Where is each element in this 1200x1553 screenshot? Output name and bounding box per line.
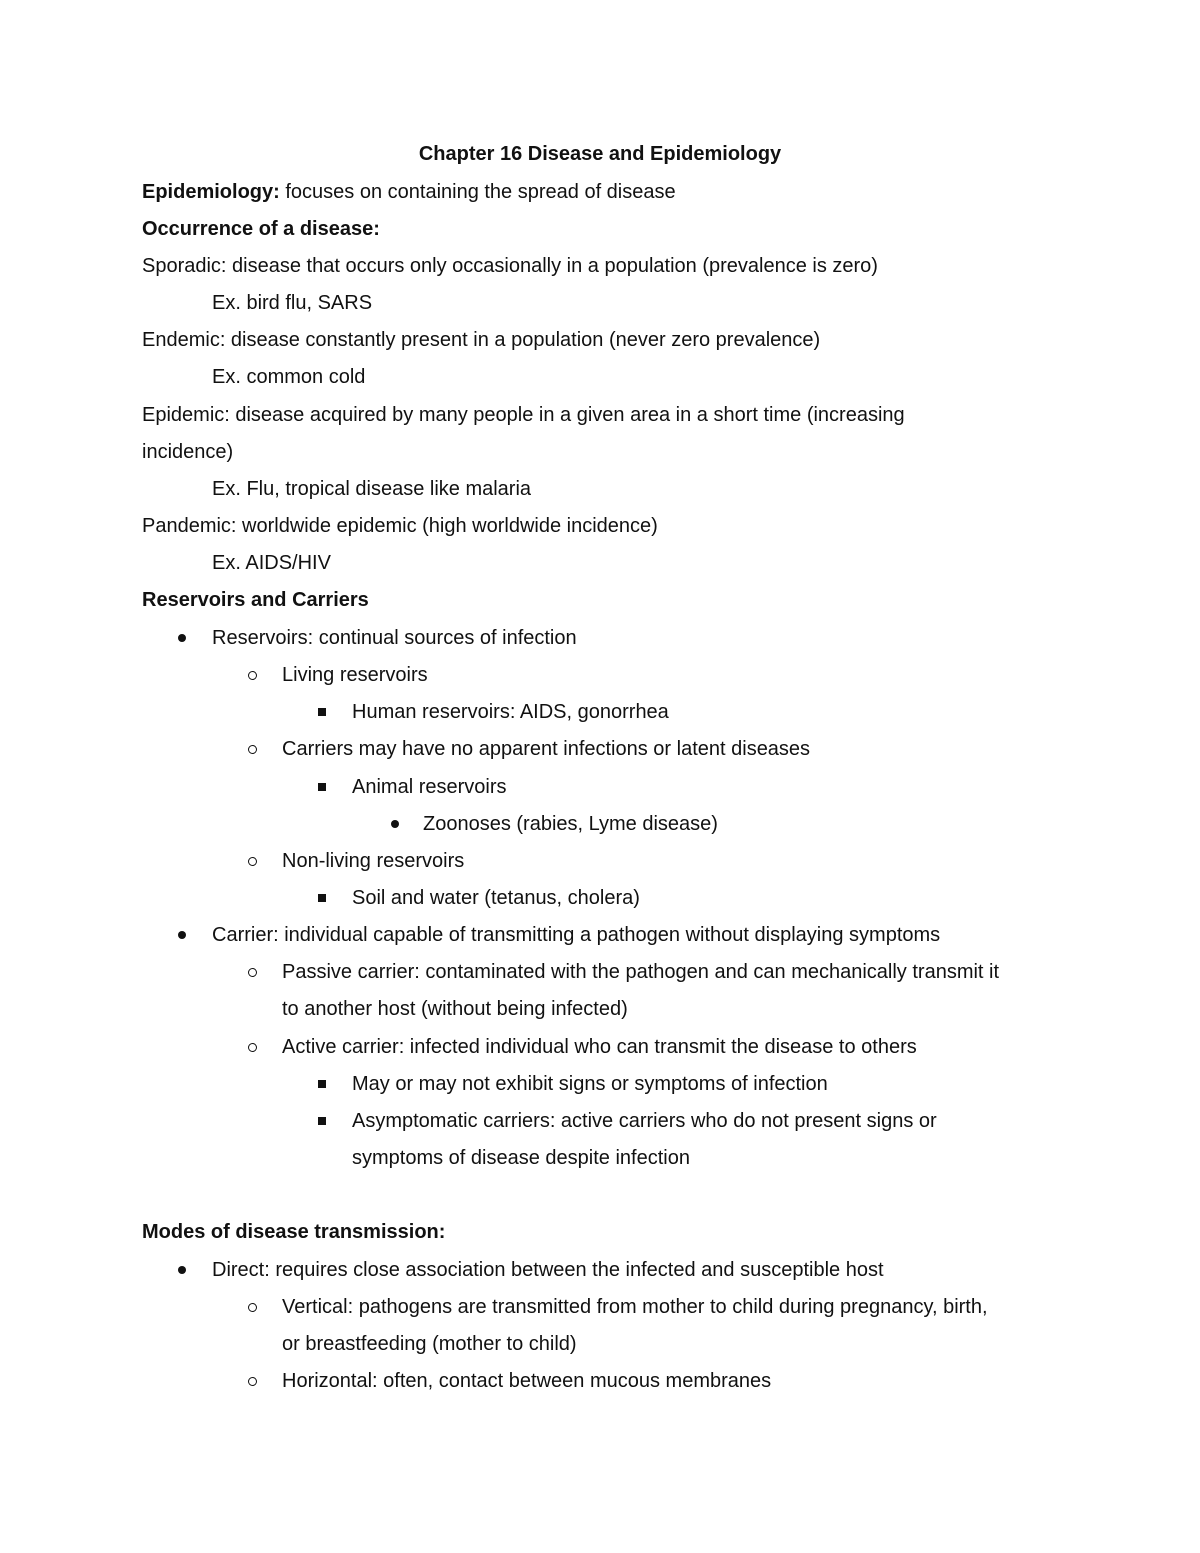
list-item: Animal reservoirs xyxy=(352,776,507,798)
list-item: Vertical: pathogens are transmitted from mother to child during pregnancy, birth, xyxy=(282,1296,988,1318)
reservoirs-heading xyxy=(142,588,369,612)
bullet-square-icon xyxy=(318,783,326,791)
epidemic-example: Ex. Flu, tropical disease like malaria xyxy=(212,478,532,500)
bullet-square-icon xyxy=(318,708,326,716)
bullet-circle-icon xyxy=(248,671,257,680)
modes-heading-text: Modes of disease transmission: xyxy=(142,1221,446,1243)
bullet-square-icon xyxy=(318,894,326,902)
bullet-circle-icon xyxy=(248,1043,257,1052)
list-item: Carriers may have no apparent infections or latent diseases xyxy=(282,738,811,760)
list-item: Soil and water (tetanus, cholera) xyxy=(352,887,640,909)
list-item: Reservoirs: continual sources of infection xyxy=(212,627,577,649)
endemic-example: Ex. common cold xyxy=(212,366,366,388)
reservoirs-heading-text: Reservoirs and Carriers xyxy=(142,589,369,611)
list-item: Active carrier: infected individual who can transmit the disease to others xyxy=(282,1036,917,1058)
list-item: Carrier: individual capable of transmitting a pathogen without displaying symptoms xyxy=(212,924,941,946)
pandemic-example: Ex. AIDS/HIV xyxy=(212,552,331,574)
pandemic-line: Pandemic: worldwide epidemic (high worldwide incidence) xyxy=(142,515,658,537)
bullet-circle-icon xyxy=(248,745,257,754)
list-item: Passive carrier: contaminated with the pathogen and can mechanically transmit it xyxy=(282,961,1000,983)
bullet-circle-icon xyxy=(248,1377,257,1386)
list-item: Asymptomatic carriers: active carriers who do not present signs or xyxy=(352,1110,937,1132)
page-title: Chapter 16 Disease and Epidemiology xyxy=(418,143,782,165)
bullet-disc-icon xyxy=(178,1266,186,1274)
list-item-continued: symptoms of disease despite infection xyxy=(352,1147,690,1169)
bullet-square-icon xyxy=(318,1117,326,1125)
bullet-square-icon xyxy=(318,1080,326,1088)
bullet-circle-icon xyxy=(248,1303,257,1312)
sporadic-line: Sporadic: disease that occurs only occasionally in a population (prevalence is zero) xyxy=(142,255,878,277)
list-item: Non-living reservoirs xyxy=(282,850,465,872)
list-item: Zoonoses (rabies, Lyme disease) xyxy=(423,813,718,835)
endemic-line: Endemic: disease constantly present in a population (never zero prevalence) xyxy=(142,329,821,351)
list-item-continued: or breastfeeding (mother to child) xyxy=(282,1333,577,1355)
epidemiology-definition xyxy=(142,180,676,204)
list-item: Living reservoirs xyxy=(282,664,428,686)
list-item: Direct: requires close association between the infected and susceptible host xyxy=(212,1259,884,1281)
bullet-disc-icon xyxy=(178,931,186,939)
epidemiology-term: Epidemiology: xyxy=(142,181,280,203)
epidemic-line-1: Epidemic: disease acquired by many people in a given area in a short time (increasing xyxy=(142,404,905,426)
bullet-circle-icon xyxy=(248,857,257,866)
bullet-disc-icon xyxy=(391,820,399,828)
epidemic-line-2: incidence) xyxy=(142,441,234,463)
list-item-continued: to another host (without being infected) xyxy=(282,998,628,1020)
occurrence-heading xyxy=(142,217,380,241)
bullet-circle-icon xyxy=(248,968,257,977)
bullet-disc-icon xyxy=(178,634,186,642)
epidemiology-def: focuses on containing the spread of disease xyxy=(279,181,676,203)
occurrence-heading-text: Occurrence of a disease: xyxy=(142,218,380,240)
sporadic-example: Ex. bird flu, SARS xyxy=(212,292,373,314)
list-item: Horizontal: often, contact between mucous membranes xyxy=(282,1370,772,1392)
list-item: Human reservoirs: AIDS, gonorrhea xyxy=(352,701,669,723)
list-item: May or may not exhibit signs or symptoms of infection xyxy=(352,1073,828,1095)
modes-heading xyxy=(142,1220,445,1244)
